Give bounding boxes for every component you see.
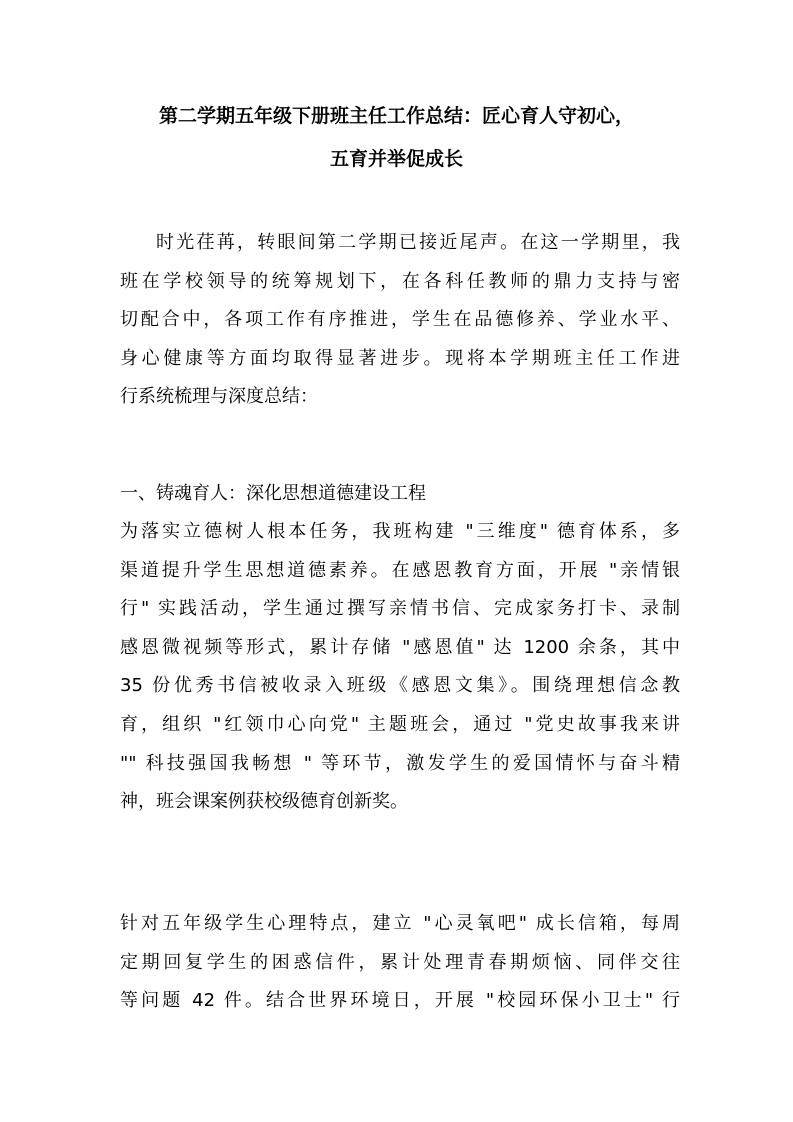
paragraph-line: 渠道提升学生思想道德素养。在感恩教育方面，开展 "亲情银: [120, 559, 680, 581]
section-1-paragraph-1: [120, 513, 680, 822]
paragraph-line: "" 科技强国我畅想 " 等环节，激发学生的爱国情怀与奋斗精: [120, 752, 680, 774]
paragraph-line: 针对五年级学生心理特点，建立 "心灵氧吧" 成长信箱，每周: [120, 913, 680, 934]
document-title-line-1: 第二学期五年级下册班主任工作总结：匠心育人守初心，: [158, 105, 634, 127]
document-title-line-2: 五育并举促成长: [329, 148, 463, 170]
paragraph-line: 定期回复学生的困惑信件，累计处理青春期烦恼、同伴交往: [120, 951, 680, 973]
paragraph-line: 等问题 42 件。结合世界环境日，开展 "校园环保小卫士" 行: [120, 990, 680, 1012]
paragraph-line: 时光荏苒，转眼间第二学期已接近尾声。在这一学期里，我: [156, 232, 680, 253]
paragraph-line: 切配合中，各项工作有序推进，学生在品德修养、学业水平、: [120, 309, 680, 331]
paragraph-line: 为落实立德树人根本任务，我班构建 "三维度" 德育体系，多: [120, 521, 680, 542]
paragraph-line: 神，班会课案例获校级德育创新奖。: [120, 791, 408, 813]
section-1-paragraph-2: [120, 905, 680, 1021]
paragraph-line: 育，组织 "红领巾心向党" 主题班会，通过 "党史故事我来讲: [120, 713, 680, 735]
paragraph-line: 班在学校领导的统筹规划下，在各科任教师的鼎力支持与密: [120, 270, 680, 292]
paragraph-line: 感恩微视频等形式，累计存储 "感恩值" 达 1200 余条，其中: [120, 636, 680, 658]
section-heading-text: 一、铸魂育人：深化思想道德建设工程: [120, 483, 426, 504]
paragraph-line: 35 份优秀书信被收录入班级《感恩文集》。围绕理想信念教: [120, 675, 680, 697]
intro-paragraph: [120, 224, 680, 417]
paragraph-line: 行系统梳理与深度总结：: [120, 386, 318, 408]
paragraph-line: 身心健康等方面均取得显著进步。现将本学期班主任工作进: [120, 347, 680, 369]
section-1-heading: [120, 475, 680, 514]
paragraph-line: 行" 实践活动，学生通过撰写亲情书信、完成家务打卡、录制: [120, 598, 680, 620]
